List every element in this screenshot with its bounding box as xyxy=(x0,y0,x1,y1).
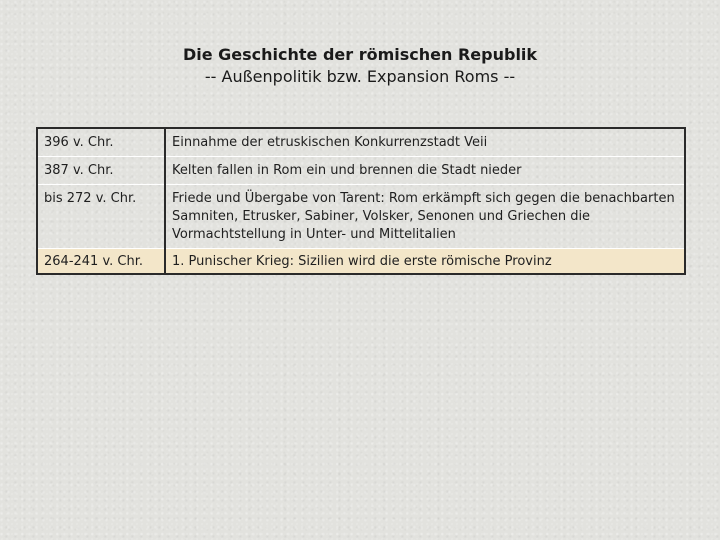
table-row-highlighted xyxy=(37,249,685,275)
event-cell: Friede und Übergabe von Tarent: Rom erkämpft sich gegen die benachbarten Samniten, Etrusker, Sabiner, Volsker, Senonen und Griechen die Vormachtstellung in Unter- und Mittelitalien xyxy=(165,185,685,249)
title-subtitle: -- Außenpolitik bzw. Expansion Roms -- xyxy=(204,67,516,86)
event-cell: Einnahme der etruskischen Konkurrenzstadt Veii xyxy=(165,128,685,157)
table-row xyxy=(37,157,685,185)
date-cell: 264-241 v. Chr. xyxy=(37,249,165,275)
timeline-table xyxy=(36,127,686,275)
table-row xyxy=(37,128,685,157)
slide-title xyxy=(0,44,720,88)
title-main: Die Geschichte der römischen Republik xyxy=(182,45,538,64)
table-row xyxy=(37,185,685,249)
date-cell: bis 272 v. Chr. xyxy=(37,185,165,249)
event-cell: Kelten fallen in Rom ein und brennen die Stadt nieder xyxy=(165,157,685,185)
event-cell: 1. Punischer Krieg: Sizilien wird die erste römische Provinz xyxy=(165,249,685,275)
date-cell: 387 v. Chr. xyxy=(37,157,165,185)
date-cell: 396 v. Chr. xyxy=(37,128,165,157)
